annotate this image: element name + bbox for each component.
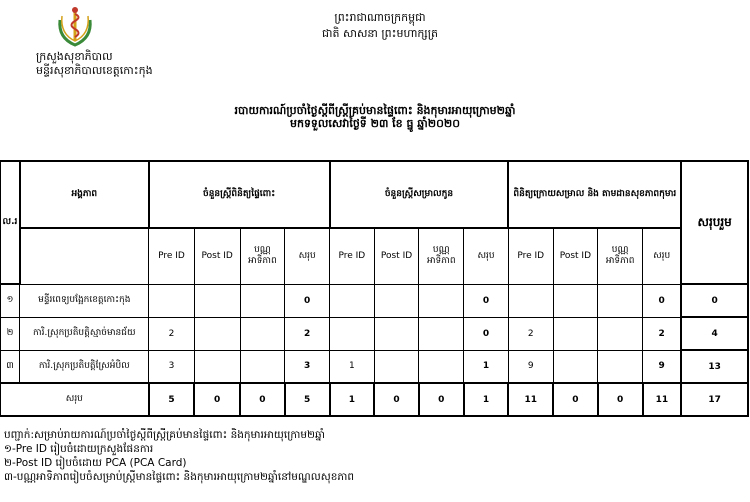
header-row-groups [0, 161, 748, 228]
cell-g1-priority [240, 284, 285, 317]
cell-g2-total: 1 [464, 350, 509, 383]
ministry-name: ក្រសួងសុខាភិបាល [36, 50, 113, 63]
cell-g3-pre-id: 9 [508, 350, 553, 383]
col-no-header: ល.រ [0, 161, 20, 284]
cell-g1-post-id [194, 350, 240, 383]
sum-g1-pre-id: 5 [149, 383, 195, 416]
sub-header-pre-id: Pre ID [149, 228, 195, 284]
cell-g1-post-id [194, 284, 240, 317]
sum-g3-total: 11 [643, 383, 682, 416]
sub-header-total: សរុប [285, 228, 330, 284]
cell-g2-pre-id [330, 284, 375, 317]
national-motto [300, 10, 460, 42]
unit-name: ការិ.ស្រុកប្រតិបត្តិស្មាច់មានជ័យ [20, 317, 149, 350]
cell-g2-pre-id [330, 317, 375, 350]
sum-row [0, 383, 748, 416]
report-table [0, 160, 749, 417]
department-name: មន្ទីរសុខាភិបាលខេត្តកោះកុង [36, 64, 153, 77]
report-title-line2: មកទទួលសេវាថ្ងៃទី ២៣ ខែ ធ្នូ ឆ្នាំ២០២០ [289, 117, 460, 130]
cell-grand-total: 0 [681, 284, 748, 317]
cell-g3-pre-id [508, 284, 553, 317]
report-title-line1: របាយការណ៍ប្រចាំថ្ងៃស្ដីពីស្ត្រីគ្រប់មានផ្ទៃពោះ និងកុមារអាយុក្រោម២ឆ្នាំ [234, 104, 516, 117]
sum-g1-total: 5 [285, 383, 330, 416]
cell-g3-post-id [553, 317, 598, 350]
footnote-item: ៣-បណ្ណអាទិភាពរៀបចំសម្រាប់ស្ត្រីមានផ្ទៃពោះ និងកុមារអាយុក្រោម២ឆ្នាំនៅមណ្ឌលសុខភាព [4, 471, 355, 483]
row-number: ៣ [0, 350, 20, 383]
sub-header-post-id: Post ID [553, 228, 598, 284]
motto-line: ជាតិ សាសនា ព្រះមហាក្សត្រ [322, 27, 438, 40]
col-grand-total-header: សរុបរួម [681, 161, 748, 284]
cell-g2-post-id [374, 350, 419, 383]
footnote-heading: បញ្ជាក់:សម្រាប់រាយការណ៍ប្រចាំថ្ងៃស្ដីពីស្ត្រីគ្រប់មានផ្ទៃពោះ និងកុមារអាយុក្រោម២ឆ្នាំ [4, 429, 325, 441]
cell-g3-priority [598, 284, 643, 317]
sum-g2-total: 1 [464, 383, 509, 416]
cell-g1-pre-id: 3 [149, 350, 195, 383]
sum-g1-post-id: 0 [194, 383, 240, 416]
unit-name: មន្ទីរពេទ្យបង្អែកខេត្តកោះកុង [20, 284, 149, 317]
header-row-sub [0, 228, 748, 284]
sum-g3-priority: 0 [598, 383, 643, 416]
table-row [0, 284, 748, 317]
cell-grand-total: 4 [681, 317, 748, 350]
cell-g3-post-id [553, 350, 598, 383]
unit-name: ការិ.ស្រុកប្រតិបត្តិស្រែអំបិល [20, 350, 149, 383]
ministry-of-health-emblem-icon [54, 4, 96, 48]
sum-label: សរុប [0, 383, 149, 416]
cell-g2-priority [419, 350, 464, 383]
cell-g1-pre-id: 2 [149, 317, 195, 350]
cell-g2-post-id [374, 284, 419, 317]
ministry-header [36, 50, 153, 78]
row-number: ២ [0, 317, 20, 350]
col-unit-header: អង្គភាព [20, 161, 149, 228]
sum-g1-priority: 0 [240, 383, 285, 416]
cell-g1-total: 2 [285, 317, 330, 350]
cell-g1-priority [240, 350, 285, 383]
cell-g2-pre-id: 1 [330, 350, 375, 383]
sum-g3-post-id: 0 [553, 383, 598, 416]
sub-header-priority-card: បណ្ណ អាទិភាព [598, 228, 643, 284]
sub-header-post-id: Post ID [194, 228, 240, 284]
cell-g2-priority [419, 284, 464, 317]
cell-g1-priority [240, 317, 285, 350]
cell-g2-post-id [374, 317, 419, 350]
cell-g2-priority [419, 317, 464, 350]
sub-header-pre-id: Pre ID [508, 228, 553, 284]
cell-g1-total: 3 [285, 350, 330, 383]
sub-header-post-id: Post ID [374, 228, 419, 284]
footnote-item: ១-Pre ID រៀបចំដោយក្រសួងផែនការ [4, 443, 154, 455]
table-row [0, 317, 748, 350]
cell-g3-total: 2 [643, 317, 682, 350]
sub-header-pre-id: Pre ID [330, 228, 375, 284]
cell-g2-total: 0 [464, 317, 509, 350]
sum-g2-post-id: 0 [374, 383, 419, 416]
cell-grand-total: 13 [681, 350, 748, 383]
sub-header-total: សរុប [464, 228, 509, 284]
cell-g3-total: 0 [643, 284, 682, 317]
sub-header-priority-card: បណ្ណ អាទិភាព [419, 228, 464, 284]
cell-g2-total: 0 [464, 284, 509, 317]
sub-header-total: សរុប [643, 228, 682, 284]
cell-g3-priority [598, 317, 643, 350]
cell-g3-priority [598, 350, 643, 383]
sum-g3-pre-id: 11 [508, 383, 553, 416]
group-prenatal-header: ចំនួនស្ត្រីពិនិត្យផ្ទៃពោះ [149, 161, 330, 228]
footnote-item: ២-Post ID រៀបចំដោយ PCA (PCA Card) [4, 457, 187, 469]
cell-g1-post-id [194, 317, 240, 350]
cell-g3-total: 9 [643, 350, 682, 383]
cell-g1-pre-id [149, 284, 195, 317]
sub-header-priority-card: បណ្ណ អាទិភាព [240, 228, 285, 284]
report-title [150, 104, 600, 130]
group-postnatal-header: ពិនិត្យក្រោយសម្រាល និង តាមដានសុខភាពកុមារ [508, 161, 681, 228]
cell-g3-pre-id: 2 [508, 317, 553, 350]
row-number: ១ [0, 284, 20, 317]
cell-g1-total: 0 [285, 284, 330, 317]
unit-sub-blank [20, 228, 149, 284]
group-delivery-header: ចំនួនស្ត្រីសម្រាលកូន [330, 161, 509, 228]
sum-grand-total: 17 [681, 383, 748, 416]
kingdom-line: ព្រះរាជាណាចក្រកម្ពុជា [334, 11, 426, 24]
cell-g3-post-id [553, 284, 598, 317]
footnotes [4, 428, 354, 484]
emblem-top [72, 7, 78, 13]
sum-g2-priority: 0 [419, 383, 464, 416]
sum-g2-pre-id: 1 [330, 383, 375, 416]
table-row [0, 350, 748, 383]
